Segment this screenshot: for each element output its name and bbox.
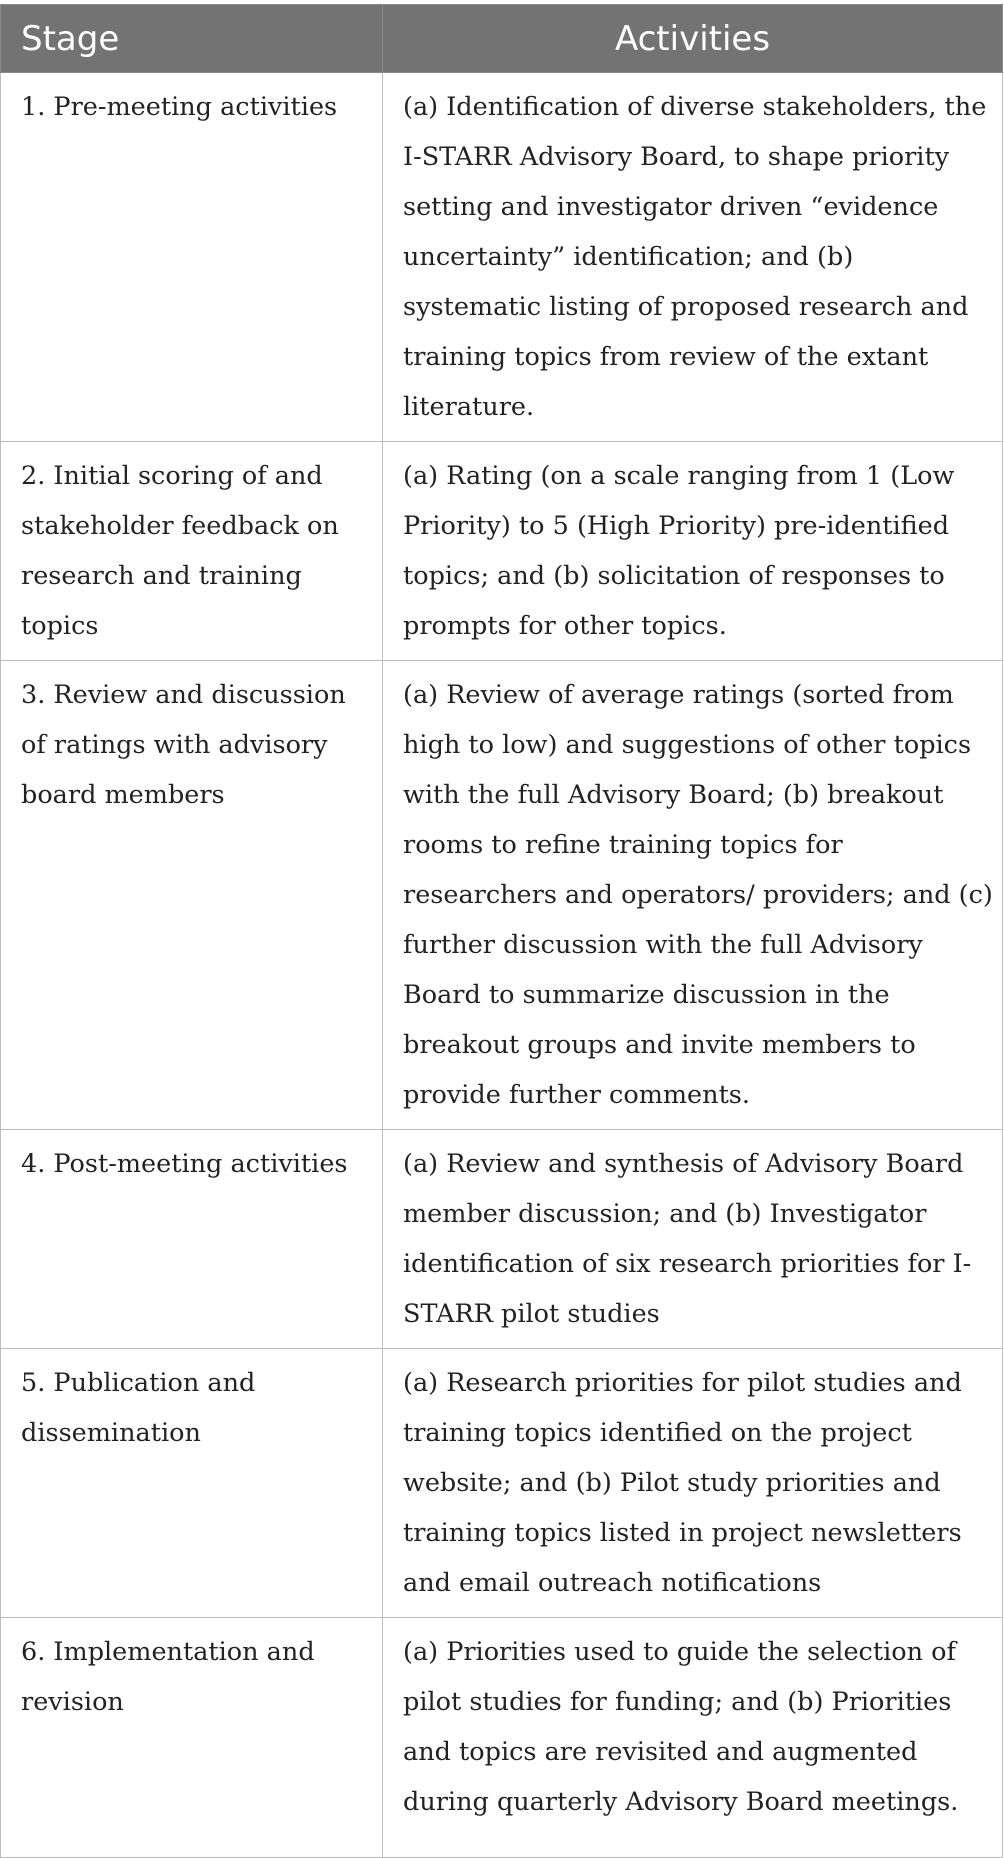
table-body [1, 73, 1003, 1858]
stage-cell: 6. Implementation and revision [1, 1618, 383, 1858]
table-row [1, 442, 1003, 661]
table-row [1, 1618, 1003, 1858]
stage-activities-table [0, 4, 1003, 1858]
table-row [1, 1349, 1003, 1618]
stage-cell: 5. Publication and dissemination [1, 1349, 383, 1618]
header-activities: Activities [383, 5, 1003, 73]
stage-activities-table-container [0, 4, 1002, 1858]
table-row [1, 1130, 1003, 1349]
activities-cell: (a) Review of average ratings (sorted from high to low) and suggestions of other topics with the full Advisory Board; (b) breakout rooms to refine training topics for researchers and operators/ providers; and (c) further discussion with the full Advisory Board to summarize discussion in the breakout groups and invite members to provide further comments. [383, 661, 1003, 1130]
activities-cell: (a) Review and synthesis of Advisory Board member discussion; and (b) Investigator identification of six research priorities for I-STARR pilot studies [383, 1130, 1003, 1349]
header-stage: Stage [1, 5, 383, 73]
activities-cell: (a) Priorities used to guide the selection of pilot studies for funding; and (b) Priorities and topics are revisited and augmented during quarterly Advisory Board meetings. [383, 1618, 1003, 1858]
stage-cell: 2. Initial scoring of and stakeholder feedback on research and training topics [1, 442, 383, 661]
activities-cell: (a) Identification of diverse stakeholders, the I-STARR Advisory Board, to shape priority setting and investigator driven “evidence uncertainty” identification; and (b) systematic listing of proposed research and training topics from review of the extant literature. [383, 73, 1003, 442]
activities-cell: (a) Research priorities for pilot studies and training topics identified on the project website; and (b) Pilot study priorities and training topics listed in project newsletters and email outreach notifications [383, 1349, 1003, 1618]
table-row [1, 73, 1003, 442]
header-row [1, 5, 1003, 73]
stage-cell: 1. Pre-meeting activities [1, 73, 383, 442]
stage-cell: 4. Post-meeting activities [1, 1130, 383, 1349]
table-row [1, 661, 1003, 1130]
stage-cell: 3. Review and discussion of ratings with advisory board members [1, 661, 383, 1130]
activities-cell: (a) Rating (on a scale ranging from 1 (Low Priority) to 5 (High Priority) pre-identified topics; and (b) solicitation of responses to prompts for other topics. [383, 442, 1003, 661]
table-header [1, 5, 1003, 73]
